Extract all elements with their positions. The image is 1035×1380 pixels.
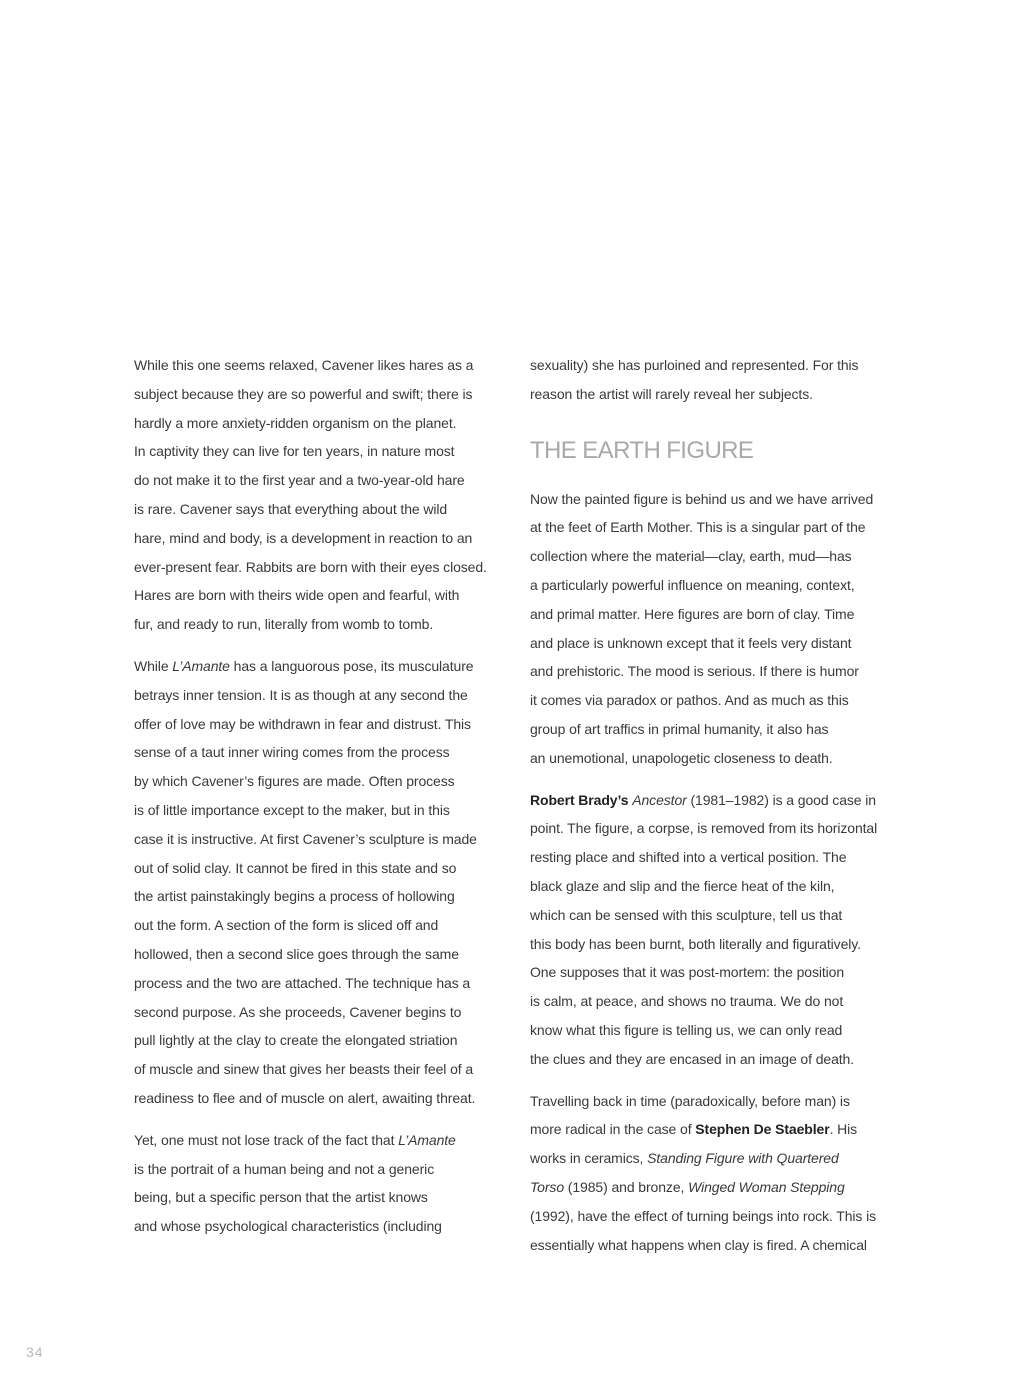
text-line: ever-present fear. Rabbits are born with their eyes closed. [134,558,487,575]
text-line: reason the artist will rarely reveal her subjects. [530,385,813,402]
artwork-title: Standing Figure with Quartered [647,1150,839,1167]
text-line: sexuality) she has purloined and represented. For this [530,357,859,373]
text-line: know what this figure is telling us, we can only read [530,1021,843,1038]
text-line: hare, mind and body, is a development in reaction to an [134,529,473,546]
text-run: While [134,657,173,674]
text-run: (1981–1982) is a good case in [686,791,876,808]
section-heading: THE EARTH FIGURE [530,436,754,464]
artwork-title: L’Amante [172,657,230,674]
left-column [134,351,490,1254]
text-line: sense of a taut inner wiring comes from the process [134,744,450,761]
text-line: is the portrait of a human being and not a generic [134,1160,435,1177]
artwork-title: Winged Woman Stepping [688,1178,845,1195]
text-line: and whose psychological characteristics (including [134,1218,442,1235]
text-line: collection where the material—clay, earth, mud—has [530,548,852,565]
text-line: is rare. Cavener says that everything about the wild [134,500,448,517]
text-line [530,1115,890,1144]
artwork-title: Ancestor [632,791,687,808]
text-line: resting place and shifted into a vertical position. The [530,849,847,866]
text-run: . His [829,1121,858,1138]
text-run: has a languorous pose, its musculature [229,657,474,674]
text-line: While this one seems relaxed, Cavener likes hares as a [134,357,474,373]
text-line: and primal matter. Here figures are born of clay. Time [530,605,855,622]
text-line: being, but a specific person that the artist knows [134,1189,428,1206]
text-line: this body has been burnt, both literally and figuratively. [530,935,861,952]
text-line: black glaze and slip and the fierce heat of the kiln, [530,877,835,894]
text-line: pull lightly at the clay to create the elongated striation [134,1032,458,1049]
text-line: One supposes that it was post-mortem: the position [530,964,845,981]
text-line: a particularly powerful influence on meaning, context, [530,576,855,593]
text-line: group of art traffics in primal humanity, it also has [530,720,829,737]
text-run: works in ceramics, [530,1150,648,1167]
text-line: fur, and ready to run, literally from womb to tomb. [134,616,434,633]
text-line: at the feet of Earth Mother. This is a singular part of the [530,519,866,536]
text-line: is calm, at peace, and shows no trauma. We do not [530,993,844,1010]
text-line: point. The figure, a corpse, is removed from its horizontal [530,820,878,837]
right-paragraph-0 [530,351,890,409]
right-paragraph-1 [530,485,890,773]
text-line: which can be sensed with this sculpture, tell us that [530,906,843,923]
text-line: do not make it to the first year and a two-year-old hare [134,472,465,489]
text-line: readiness to flee and of muscle on alert, awaiting threat. [134,1089,476,1106]
text-line: and place is unknown except that it feels very distant [530,634,852,651]
text-line [134,1126,490,1155]
text-line: In captivity they can live for ten years, in nature most [134,443,455,460]
text-line [530,1144,890,1173]
text-line: an unemotional, unapologetic closeness to death. [530,749,833,766]
artwork-title: L’Amante [398,1131,456,1148]
text-line: by which Cavener’s figures are made. Often process [134,773,455,790]
text-line: out of solid clay. It cannot be fired in this state and so [134,859,457,876]
artwork-title: Torso [530,1178,565,1195]
text-line: of muscle and sinew that gives her beasts their feel of a [134,1061,474,1078]
text-line: hardly a more anxiety-ridden organism on the planet. [134,414,457,431]
artist-name: Robert Brady’s [530,791,629,808]
text-line: and prehistoric. The mood is serious. If there is humor [530,663,859,680]
page-number: 34 [26,1344,44,1360]
text-line [530,786,890,815]
text-line: Hares are born with theirs wide open and fearful, with [134,587,460,604]
text-line: betrays inner tension. It is as though at any second the [134,686,468,703]
right-column [530,351,890,1272]
text-line: (1992), have the effect of turning beings into rock. This is [530,1207,877,1224]
right-paragraph-2 [530,786,890,1074]
text-line: second purpose. As she proceeds, Cavener begins to [134,1003,462,1020]
text-line: hollowed, then a second slice goes through the same [134,945,459,962]
text-line: the clues and they are encased in an image of death. [530,1050,855,1067]
text-line: is of little importance except to the maker, but in this [134,801,450,818]
text-line: the artist painstakingly begins a process of hollowing [134,888,455,905]
text-line: offer of love may be withdrawn in fear and distrust. This [134,715,471,732]
text-line: out the form. A section of the form is sliced off and [134,917,439,934]
text-line: subject because they are so powerful and swift; there is [134,385,473,402]
text-line: Now the painted figure is behind us and we have arrived [530,490,874,507]
left-paragraph-1 [134,351,490,639]
text-run: more radical in the case of [530,1121,696,1138]
text-line: Travelling back in time (paradoxically, before man) is [530,1092,850,1109]
right-paragraph-3 [530,1087,890,1260]
text-line: case it is instructive. At first Cavener’s sculpture is made [134,830,477,847]
text-line [134,652,490,681]
left-paragraph-2 [134,652,490,1113]
artist-name: Stephen De Staebler [695,1121,830,1138]
left-paragraph-3 [134,1126,490,1241]
text-line: process and the two are attached. The technique has a [134,974,471,991]
text-line: it comes via paradox or pathos. And as much as this [530,692,849,709]
text-line: essentially what happens when clay is fired. A chemical [530,1236,867,1253]
text-run: Yet, one must not lose track of the fact that [134,1131,399,1148]
text-run: (1985) and bronze, [564,1178,689,1195]
text-line [530,1173,890,1202]
